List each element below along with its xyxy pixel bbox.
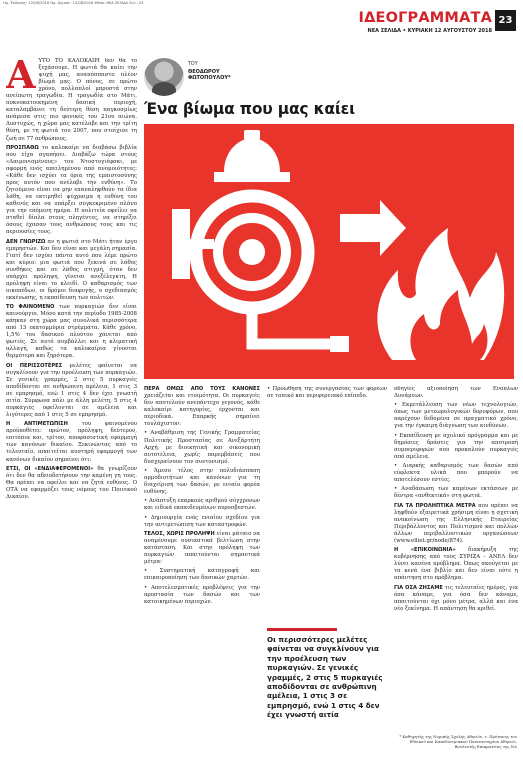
- author-photo: [144, 58, 184, 96]
- lead-in: Η ΑΝΤΙΜΕΤΩΠΙΣΗ: [6, 421, 68, 428]
- column-1: [6, 58, 137, 766]
- paragraph: [6, 239, 137, 302]
- paragraph: [144, 531, 260, 566]
- paragraph-text: τις τελευταίες ημέρες, για όσα κάναμε, για όσα δεν κάναμε, απαιτούνται όχι μόνο μέτρα, αλλά και ένα νέο ξεκίνημα. Η απάντηση θα κριθεί.: [394, 584, 518, 612]
- list-item: • Άμεσο τέλος στην πολυδιάσπαση αρμοδιοτήτων και κανόνων για τη διαχείριση των δασών, με ενιαίο φορέα ευθύνης.: [144, 467, 260, 496]
- list-item: • Συστηματική καταγραφή και επικαιροποίηση των δασικών χαρτών.: [144, 568, 260, 582]
- lead-in: Η «ΕΠΙΚΟΙΝΩΝΙΑ»: [394, 547, 456, 554]
- paragraph-text: το καλοκαίρι να διαβάσω βιβλία που είχα αγαπήσει. Διαβάζω τώρα στους «Δαιμονισμένους» του Ντοστογιέφσκι, με αφορμή ενός απειλημένου από ανομοιότητες: «Κάθε δεν ισχύει τα όρια της εμπιστοσύνης προς αυτόν που ανέλαβε την ευθύνη». Το ζητούμενο είναι να μην επαναληφθούν τα ίδια λάθη, να εκτιμηθεί ψύχραιμα η ευθύνη του καθενός και να υπάρξει συγκεκριμένο πλάνο για την επόμενη ημέρα. Η πολιτεία οφείλει να σταθεί δίπλα στους πληγέντες, να στηρίξει όσους έχασαν τους ανθρώπους τους και τις περιουσίες τους.: [6, 144, 137, 236]
- paragraph: [6, 304, 137, 360]
- author-name: ΘΕΟΔΩΡΟΥ ΦΩΤΟΠΟΥΛΟΥ*: [188, 69, 231, 81]
- lead-in: ΤΟ ΦΑΙΝΟΜΕΝΟ: [6, 304, 55, 311]
- article-headline: Ένα βίωμα που μας καίει: [144, 100, 355, 118]
- pull-quote-bar: [267, 628, 337, 631]
- paragraph-text: ΥΤΟ ΤΟ ΚΑΛΟΚΑΙΡΙ δεν θα το ξεχάσουμε. Η φωτιά θα καίει την ψυχή μας, αναπόσπαστο πλέον βίωμά μας. Ο πόνος, σε πρώτο χρόνο, πολλαπλοί μπροστά στην ανείπωτη τραγωδία. Η τραγωδία στο Μάτι, πυκνοκατοικημένη δασική περιοχή, καταλαμβάνει τη δεύτερη θέση παγκοσμίως ανάμεσα στις πιο φονικές του 21ου αιώνα. Δυστυχώς, η χώρα μας κατέλαβε και την τρίτη θέση, με τη φωτιά του 2007, που στοίχισε τη ζωή σε 77 ανθρώπους.: [6, 58, 137, 142]
- section-subtitle: ΝΕΑ ΣΕΛΙΔΑ • ΚΥΡΙΑΚΗ 12 ΑΥΓΟΥΣΤΟΥ 2018: [367, 28, 492, 34]
- list-item: • Αποτελεσματικές προβλέψεις για την προστασία των δασών και των κατοικημένων περιοχών.: [144, 584, 260, 605]
- paragraph: [394, 585, 518, 613]
- paragraph-text: είναι μάταιο να αναμένουμε ουσιαστικά βελτίωση στην κατάσταση. Και στην πρόληψη των πυρκαγιών απαιτούνται σημαντικά μέτρα:: [144, 530, 260, 566]
- list-item: • Ανάπτυξη επαρκούς αριθμού σύγχρονων και ειδικά εκπαιδευμένων πυροσβεστών.: [144, 498, 260, 512]
- list-item: • Αναβάθμιση της Γενικής Γραμματείας Πολιτικής Προστασίας σε Ανεξάρτητη Αρχή, με διοικητική και οικονομική αυτοτέλεια, χωρίς παρεμβάσεις που δυσχεραίνουν τον συντονισμό.: [144, 430, 260, 465]
- clipping-meta: Ημ. Έκδοσης: 12/08/2018 Ημ. Δημοσ.: 12/08/2018 Μέσο: ΝΕΑ ΣΕΛΙΔΑ Σελ.: 23: [3, 1, 144, 5]
- pull-quote-text: Οι περισσότερες μελέτες φαίνεται να συγκλίνουν για την προέλευση των πυρκαγιών. Σε γενικές γραμμές, 2 στις 5 πυρκαγιές αποδίδονται σε ανθρώπινη αμέλεια, 1 στις 3 σε εμπρησμό, ενώ 1 στις 4 δεν έχει γνωστή αιτία: [267, 635, 383, 720]
- list-item: • Αναδάσωση των καμένων εκτάσεων με δέντρα «ανθεκτικά» στη φωτιά.: [394, 486, 518, 500]
- column-2: [144, 386, 260, 766]
- fire-safety-pictogram: [144, 124, 514, 379]
- paragraph-text: αν η φωτιά στο Μάτι ήταν έργο εμπρηστών. Και δεν είναι και μεγάλη σημασία. Γιατί δεν ισχύει πάντα αυτό που λέμε πρώτο και κύριο: μια φωτιά που ξεκινά σε λάθος συνθήκες και σε λάθος στιγμή, όταν δεν υπάρχει πρόληψη, γίνεται ανεξέλεγκτη. Η πρόληψη είναι το κλειδί. Ο καθαρισμός των οικοπέδων, οι δρόμοι διαφυγής, ο σχεδιασμός εκκένωσης, η εκπαίδευση των πολιτών.: [6, 238, 137, 301]
- list-item: • Δημιουργία ενός ενιαίου σχεδίου για την αντιμετώπιση των καταστροφών.: [144, 514, 260, 528]
- pull-quote: [267, 628, 389, 768]
- section-title: ΙΔΕΟΓΡΑΜΜΑΤΑ: [358, 10, 492, 26]
- paragraph: [6, 58, 137, 143]
- paragraph: [6, 145, 137, 237]
- paragraph-text: που πρέπει να ληφθούν εξαιρετικά χρήσιμη είναι η σχετική ανακοίνωση της Ελληνικής Εταιρείας Περιβάλλοντος και Πολιτισμού και πολλών άλλων περιβαλλοντικών οργανώσεων (www.elliet.gr/node/874).: [394, 502, 518, 544]
- paragraph-text: θα γνωρίζουν ότι δεν θα αδειοδοτήσουν την καμένη γη τους. Θα πρέπει να οφείλει και να ζητά ευθύνες. Ο ΟΤΑ να εφαρμόζει τους νόμους του Ποινικού Δικαίου.: [6, 465, 137, 500]
- column-3: [394, 386, 518, 728]
- page-number: 23: [495, 10, 516, 31]
- author-prefix: ΤΟΥ: [188, 62, 198, 67]
- column-2b: [267, 386, 387, 622]
- lead-in: ΤΕΛΟΣ, ΧΩΡΙΣ ΠΡΟΛΗΨΗ: [144, 530, 215, 537]
- list-item: • Εκμετάλλευση των νέων τεχνολογιών, όπως των μετεωρολογικών δορυφόρων, που παρέχουν δεδομένα σε πραγματικό χρόνο, για την έγκαιρη διάγνωση των κινδύνων.: [394, 402, 518, 430]
- paragraph: [6, 363, 137, 419]
- lead-in: ΓΙΑ ΤΑ ΠΡΟΛΗΠΤΙΚΑ ΜΕΤΡΑ: [394, 502, 476, 509]
- hero-image: [144, 124, 514, 379]
- paragraph: [6, 466, 137, 501]
- paragraph-text: διακήρυξη της κυβέρνησης από τους ΣΥΡΙΖΑ - ΑΝΕΛ δεν λύνει κανένα πρόβλημα. Όπως ακούγεται με τα κενά ένα βιβλίο και δεν είναι ούτε η απάντηση στο πρόβλημα.: [394, 547, 518, 582]
- paragraph: [6, 421, 137, 463]
- paragraph: [144, 386, 260, 428]
- list-item: • Διαρκής καθαρισμός των δασών από εύφλεκτα υλικά που μπορούν να αποτελέσουν εστίες.: [394, 463, 518, 484]
- paragraph-text: του φαινομένου προϋποθέτει: πρώτον, πρόληψη, δεύτερον, επιτόπια και, τρίτον, αποφασιστική εφαρμογή των κανόνων δικαίου. Ξεκινώντας από το τελευταίο, απαιτείται αυστηρή εφαρμογή των κανόνων δικαίου σημαίνει ότι:: [6, 421, 137, 463]
- paragraph-text: των πυρκαγιών δεν είναι καινούργιο. Μόνο κατά την περίοδο 1985-2008 κάηκαν στη χώρα μας συνολικά περισσότερα από 13 εκατομμύρια στρέμματα. Κάθε χρόνο, 1,5% του δασικού πλούτου χάνεται από φωτιές. Σε αυτό συμβάλλει και η κλιματική αλλαγή, καθώς τα καλοκαίρια γίνονται θερμότερα και ξηρότερα.: [6, 304, 137, 360]
- paragraph-text: μελέτες φαίνεται να συγκλίνουν για την προέλευση των πυρκαγιών. Σε γενικές γραμμές, 2 στις 5 πυρκαγιές αποδίδονται σε ανθρώπινη αμέλεια, 1 στις 3 σε εμπρησμό, ενώ 1 στις 4 δεν έχει γνωστή αιτία. Σύμφωνα πάλι με άλλη μελέτη, 5 στις 4 πυρκαγιές οφείλονται σε αμέλεια και λιγότερες από 1 στις 5 σε εμπρησμό.: [6, 362, 137, 419]
- clipping-header: [0, 0, 523, 7]
- lead-in: ΓΙΑ ΟΣΑ ΖΗΣΑΜΕ: [394, 584, 443, 591]
- lead-in: ΠΕΡΑ ΟΜΩΣ ΑΠΟ ΤΟΥΣ ΚΑΝΟΝΕΣ: [144, 386, 260, 392]
- lead-in: ΔΕΝ ΓΝΩΡΙΖΩ: [6, 238, 46, 245]
- list-item: • Εκπαίδευση με σχολικό πρόγραμμα και με δημόσιες δράσεις για την αποτροπή συμπεριφορών που προκαλούν πυρκαγιές από αμέλεια.: [394, 432, 518, 460]
- paragraph: [394, 547, 518, 582]
- paragraph: οδηγίες αξιοποίηση των Ενόπλων Δυνάμεων.: [394, 386, 518, 400]
- author-footnote: * Καθηγητής της Νομικής Σχολής Αθηνών, τ. Πρύτανης του Εθνικού και Καποδιστριακού Πανεπιστημίου Αθηνών, Βουλευτής Επικρατείας της ΝΔ: [399, 734, 517, 749]
- author-block: [144, 58, 244, 98]
- paragraph: [394, 503, 518, 545]
- list-item: • Προώθηση της συνεργασίας των φορέων σε τοπικό και περιφερειακό επίπεδο.: [267, 386, 387, 400]
- paragraph-text: χρειάζεται και ετοιμότητα. Οι πυρκαγιές δεν αποτελούν ανεπάντεχο γεγονός, κάθε καλοκαίρι κατηγορίες, έρχονται και περιοδικά. Επαρκής σημαίνει τουλάχιστον:: [144, 393, 260, 428]
- lead-in: ΠΡΟΣΠΑΘΩ: [6, 144, 39, 151]
- section-header: [358, 10, 520, 40]
- lead-in: ΕΤΣΙ, ΟΙ «ΕΝΔΙΑΦΕΡΟΜΕΝΟΙ»: [6, 465, 94, 472]
- drop-cap: Α: [6, 58, 36, 97]
- lead-in: ΟΙ ΠΕΡΙΣΣΟΤΕΡΕΣ: [6, 362, 63, 369]
